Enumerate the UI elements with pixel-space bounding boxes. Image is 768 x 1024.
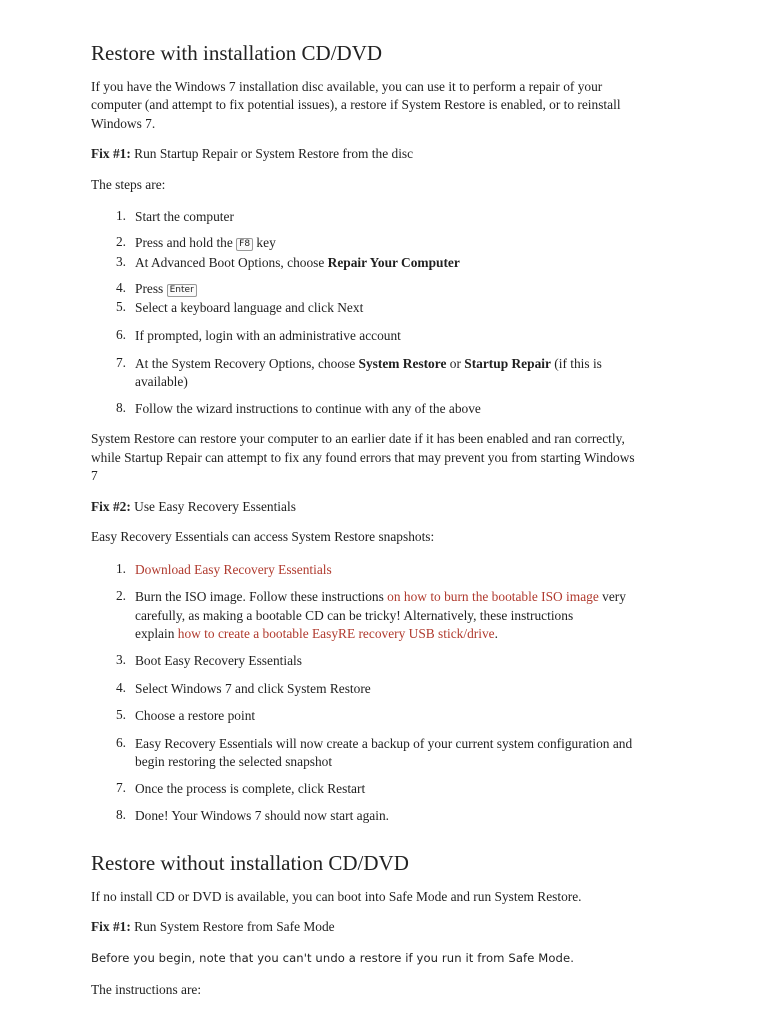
step-text: Press and hold the [135,235,237,250]
list-item [135,254,695,272]
list-number: 7. [115,355,126,370]
section2-fix1-line [91,918,335,937]
step-text: very [598,589,626,604]
steps-intro: The steps are: [91,177,166,192]
fix1-text: Run System Restore from Safe Mode [130,919,335,934]
fix1-label: Fix #1: [91,919,131,934]
list-item-continuation: available) [135,374,188,389]
list-item: Once the process is complete, click Restart [135,781,366,796]
fix2-label: Fix #2: [91,499,131,514]
list-number: 3. [115,652,126,667]
list-item [135,234,695,252]
enter-key: Enter [167,284,197,297]
instructions-intro: The instructions are: [91,982,202,997]
step-bold: Startup Repair [464,356,551,371]
list-item-continuation: begin restoring the selected snapshot [135,754,333,769]
fix2-text: Use Easy Recovery Essentials [130,499,296,514]
safe-mode-note: Before you begin, note that you can't undo a restore if you run it from Safe Mode. [91,951,574,965]
section-heading-without-cd: Restore without installation CD/DVD [91,851,409,875]
download-ere-link[interactable]: Download Easy Recovery Essentials [135,562,332,577]
step-bold: System Restore [358,356,447,371]
step-text: Burn the ISO image. Follow these instructions [135,589,388,604]
intro-line-2: computer (and attempt to fix potential issues), a restore if System Restore is enabled, or to reinstall [91,97,621,112]
list-number: 3. [115,254,126,269]
intro-line-3: Windows 7. [91,116,156,131]
list-number: 8. [115,400,126,415]
fix2-line [91,498,296,517]
list-item: Start the computer [135,209,234,224]
list-number: 6. [115,327,126,342]
step-text: or [446,356,465,371]
intro-line-1: If you have the Windows 7 installation disc available, you can use it to perform a repair of your [91,79,603,94]
list-item [135,355,695,373]
step-text: (if this is [550,356,602,371]
step-text: key [253,235,276,250]
list-number: 4. [115,280,126,295]
list-number: 8. [115,807,126,822]
list-item: Select Windows 7 and click System Restore [135,681,371,696]
list-item: Easy Recovery Essentials will now create a backup of your current system configuration and [135,736,633,751]
list-item [135,588,695,606]
section2-intro: If no install CD or DVD is available, you can boot into Safe Mode and run System Restore. [91,889,582,904]
fix1-label: Fix #1: [91,146,131,161]
list-item: Follow the wizard instructions to continue with any of the above [135,401,481,416]
step-text: At the System Recovery Options, choose [135,356,359,371]
list-number: 7. [115,780,126,795]
list-item-continuation [135,625,695,643]
list-number: 4. [115,680,126,695]
f8-key: F8 [236,238,253,251]
list-number: 6. [115,735,126,750]
para-line-3: 7 [91,468,98,483]
step-text: Press [135,281,167,296]
usb-stick-link[interactable]: how to create a bootable EasyRE recovery USB stick/drive [177,626,495,641]
list-number: 1. [115,561,126,576]
list-number: 5. [115,299,126,314]
list-number: 1. [115,208,126,223]
list-item [135,280,695,298]
step-text: At Advanced Boot Options, choose [135,255,328,270]
list-item-continuation: carefully, as making a bootable CD can be tricky! Alternatively, these instructions [135,608,574,623]
list-item: Done! Your Windows 7 should now start again. [135,808,389,823]
list-item: If prompted, login with an administrative account [135,328,401,343]
burn-iso-link[interactable]: on how to burn the bootable ISO image [387,589,599,604]
list-number: 2. [115,588,126,603]
list-item [135,561,695,579]
list-number: 2. [115,234,126,249]
section-heading-with-cd: Restore with installation CD/DVD [91,41,383,65]
step-text: explain [135,626,178,641]
para-line-1: System Restore can restore your computer to an earlier date if it has been enabled and ran correctly, [91,431,625,446]
list-item: Choose a restore point [135,708,256,723]
list-item: Select a keyboard language and click Next [135,300,364,315]
step-bold: Repair Your Computer [327,255,460,270]
ere-intro: Easy Recovery Essentials can access System Restore snapshots: [91,529,435,544]
step-text: . [494,626,498,641]
para-line-2: while Startup Repair can attempt to fix any found errors that may prevent you from starting Windows [91,450,635,465]
fix1-line [91,145,413,164]
list-number: 5. [115,707,126,722]
list-item: Boot Easy Recovery Essentials [135,653,302,668]
fix1-text: Run Startup Repair or System Restore from the disc [130,146,414,161]
